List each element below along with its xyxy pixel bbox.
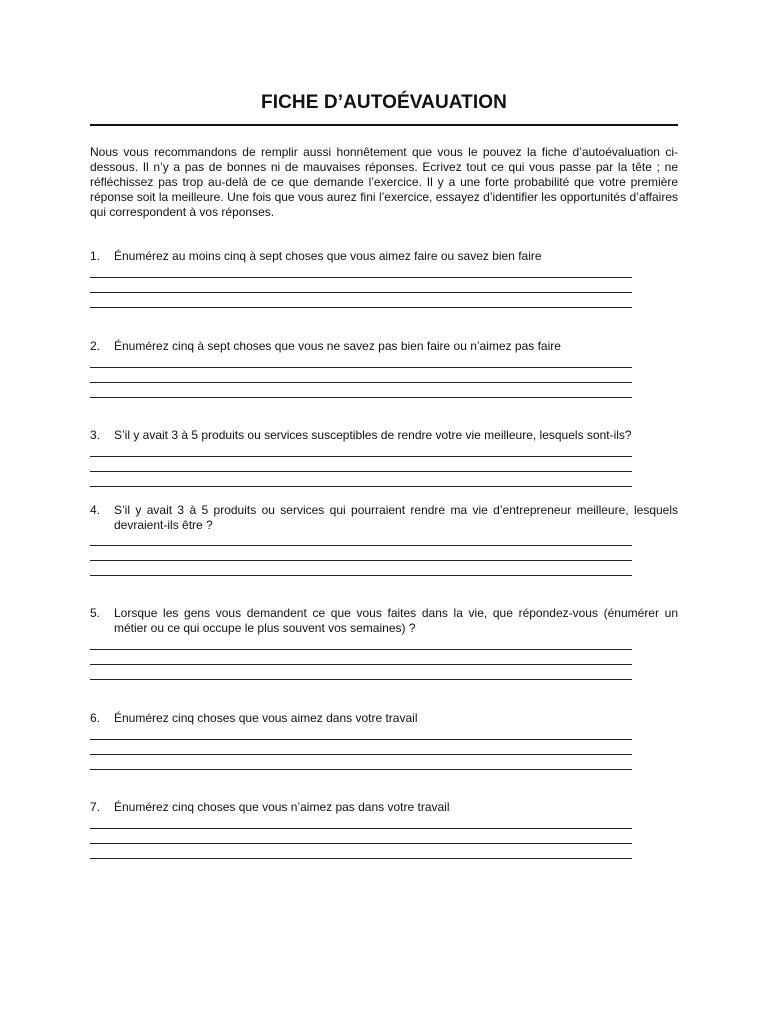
answer-line-3b[interactable] [90,471,632,472]
intro-paragraph: Nous vous recommandons de remplir aussi honnêtement que vous le pouvez la fiche d’autoévaluation ci-dessous. Il n’y a pas de bonnes ni de mauvaises réponses. Ecrivez tout ce qui vous passe par la tête ; ne réfléchissez pas trop au-delà de ce que demande l’exercice. Il y a une forte probabilité que votre première réponse soit la meilleure. Une fois que vous aurez fini l’exercice, essayez d’identifier les opportunités d’affaires qui correspondent à vos réponses. [90,145,678,219]
answer-line-4c[interactable] [90,575,632,576]
question-text: Énumérez cinq choses que vous n’aimez pas dans votre travail [114,800,450,814]
answer-line-6c[interactable] [90,769,632,770]
answer-line-5c[interactable] [90,679,632,680]
question-number: 1. [90,249,101,263]
question-number: 5. [90,606,101,620]
answer-line-5b[interactable] [90,664,632,665]
question-text: Énumérez cinq choses que vous aimez dans votre travail [114,711,418,725]
answer-line-1b[interactable] [90,292,632,293]
question-6 [90,711,678,726]
answer-line-6b[interactable] [90,754,632,755]
answer-line-3a[interactable] [90,456,632,457]
answer-line-1a[interactable] [90,277,632,278]
answer-line-2c[interactable] [90,397,632,398]
question-7 [90,800,678,815]
question-number: 3. [90,428,101,442]
answer-line-2b[interactable] [90,382,632,383]
question-4 [90,503,678,533]
answer-line-7b[interactable] [90,843,632,844]
page-title: FICHE D’AUTOÉVAUATION [261,92,507,113]
answer-line-4b[interactable] [90,560,632,561]
question-number: 2. [90,339,101,353]
question-text: Énumérez au moins cinq à sept choses que vous aimez faire ou savez bien faire [114,249,542,263]
answer-line-5a[interactable] [90,649,632,650]
answer-line-7a[interactable] [90,828,632,829]
question-3 [90,428,678,443]
answer-line-3c[interactable] [90,486,632,487]
question-number: 4. [90,503,101,517]
answer-line-4a[interactable] [90,545,632,546]
answer-line-2a[interactable] [90,367,632,368]
question-number: 7. [90,800,101,814]
question-text: Énumérez cinq à sept choses que vous ne savez pas bien faire ou n’aimez pas faire [114,339,561,353]
question-5 [90,606,678,636]
question-text: Lorsque les gens vous demandent ce que vous faites dans la vie, que répondez-vous (énumérer un métier ou ce qui occupe le plus souvent vos semaines) ? [114,606,678,635]
answer-line-1c[interactable] [90,307,632,308]
question-text: S’il y avait 3 à 5 produits ou services susceptibles de rendre votre vie meilleure, lesquels sont-ils? [114,428,632,442]
answer-line-6a[interactable] [90,739,632,740]
question-text: S’il y avait 3 à 5 produits ou services qui pourraient rendre ma vie d’entrepreneur meilleure, lesquels devraient-ils être ? [114,503,678,532]
question-1 [90,249,678,264]
answer-line-7c[interactable] [90,858,632,859]
title-divider [90,124,678,126]
question-number: 6. [90,711,101,725]
question-2 [90,339,678,354]
